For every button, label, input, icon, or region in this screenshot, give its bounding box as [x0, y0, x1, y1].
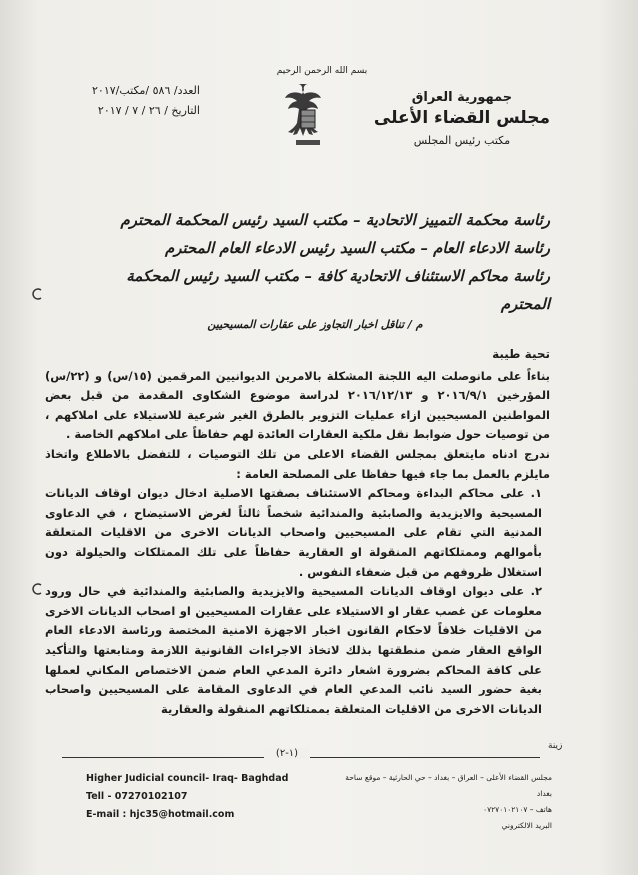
recommendation-item: ١. على محاكم البداءة ومحاكم الاستئناف بصفتها الاصلية ادخال ديوان اوقاف الديانات المسيحية والايزيدية والصابئية والمندائية شخصاً ثالثاً لغرض الاستيضاح ، في الدعاوى المدنية التي تقام على المسيحيين واصحاب الديانات الاخرى من الاقليات المتعلقة بأموالهم وممتلكاتهم المنقولة او العقارية حفاظاً على تلك الممتلكات والحيلولة دون استغلال ظروفهم من قبل ضعفاء النفوس .: [45, 486, 542, 579]
addressee-line: رئاسة محكمة التمييز الاتحادية – مكتب السيد رئيس المحكمة المحترم: [120, 211, 550, 229]
country-name: جمهورية العراق: [411, 90, 513, 105]
arabic-email-label: البريد الالكتروني: [501, 821, 552, 830]
addressee-line: رئاسة الادعاء العام – مكتب السيد رئيس الادعاء العام المحترم: [164, 239, 550, 257]
reference-date: التاريخ / ٢٦ / ٧ / ٢٠١٧: [97, 104, 200, 117]
body-paragraph: بناءاً على مانوصلت اليه اللجنة المشكلة بالامرين الديوانيين المرقمين (١٥/س) و (٢٢/س) المؤرخين ٢٠١٦/٩/١ و ٢٠١٦/١٢/١٣ لدراسة موضوع الشكاوى المقدمة من قبل بعض المواطنين المسيحيين ازاء عمليات التزوير بالطرق الغير شرعية للاستيلاء على املاكهم ، من توصيات حول ضوابط نقل ملكية العقارات العائدة لهم حفاظاً على املاكهم الخاصة .: [45, 368, 551, 442]
arabic-contact: [342, 770, 552, 834]
reference-number: العدد/ ٥٨٦ /مكتب/٢٠١٧: [92, 84, 200, 97]
english-email: E-mail : hjc35@hotmail.com: [86, 809, 235, 820]
greeting: تحية طيبة: [492, 347, 550, 361]
basmala: بسم الله الرحمن الرحيم: [276, 66, 368, 76]
english-phone: Tell - 07270102107: [86, 791, 188, 802]
issuer-block: [374, 90, 550, 147]
arabic-phone: هاتف – ٠٧٢٧٠١٠٢١٠٧: [483, 805, 552, 814]
page-number: (١-٢): [264, 748, 310, 759]
letter-body: [45, 345, 550, 719]
punch-hole-icon: [31, 583, 43, 595]
council-name: مجلس القضاء الأعلى: [373, 108, 550, 128]
body-paragraph: ندرج ادناه مايتعلق بمجلس القضاء الاعلى من تلك التوصيات ، للتفضل بالاطلاع واتخاذ مايلزم بالعمل بما جاء فيها حفاظا على المصلحة العامة :: [45, 446, 550, 481]
english-council-name: Higher Judicial council- Iraq- Baghdad: [86, 773, 289, 784]
iraq-eagle-emblem-icon: [283, 80, 333, 150]
margin-note: زينة: [548, 741, 563, 751]
letter-subject: م / تناقل اخبار التجاوز على عقارات المسيحيين: [207, 318, 423, 331]
office-name: مكتب رئيس المجلس: [413, 134, 511, 147]
arabic-address: مجلس القضاء الأعلى – العراق – بغداد – حي الحارثية – موقع ساحة بغداد: [345, 773, 552, 798]
addressee-list: [80, 206, 550, 318]
reference-block: [92, 81, 200, 121]
english-contact: [86, 770, 288, 824]
recommendation-item: ٢. على ديوان اوقاف الديانات المسيحية والايزيدية والصابئية والمندائية في حال ورود معلومات عن غصب عقار او الاستيلاء على عقارات المسيحيين او اصحاب الديانات الاخرى من الاقليات خلافاً لاحكام القانون اخبار الاجهزة الامنية المختصة ورئاسة الادعاء العام الواقع العقار ضمن منطقتها بذلك لاتخاذ الاجراءات القانونية اللازمة ومتابعتها والتأكيد على كافة المحاكم بضرورة اشعار دائرة المدعي العام ضمن الاختصاص المكاني لعملها بغية حضور السيد نائب المدعي العام في الدعاوى المقامة على المسيحيين واصحاب الديانات الاخرى من الاقليات المتعلقة بممتلكاتهم المنقولة والعقارية: [45, 584, 542, 716]
punch-hole-icon: [31, 288, 43, 300]
addressee-line: رئاسة محاكم الاستئناف الاتحادية كافة – مكتب السيد رئيس المحكمة المحترم: [126, 267, 550, 313]
